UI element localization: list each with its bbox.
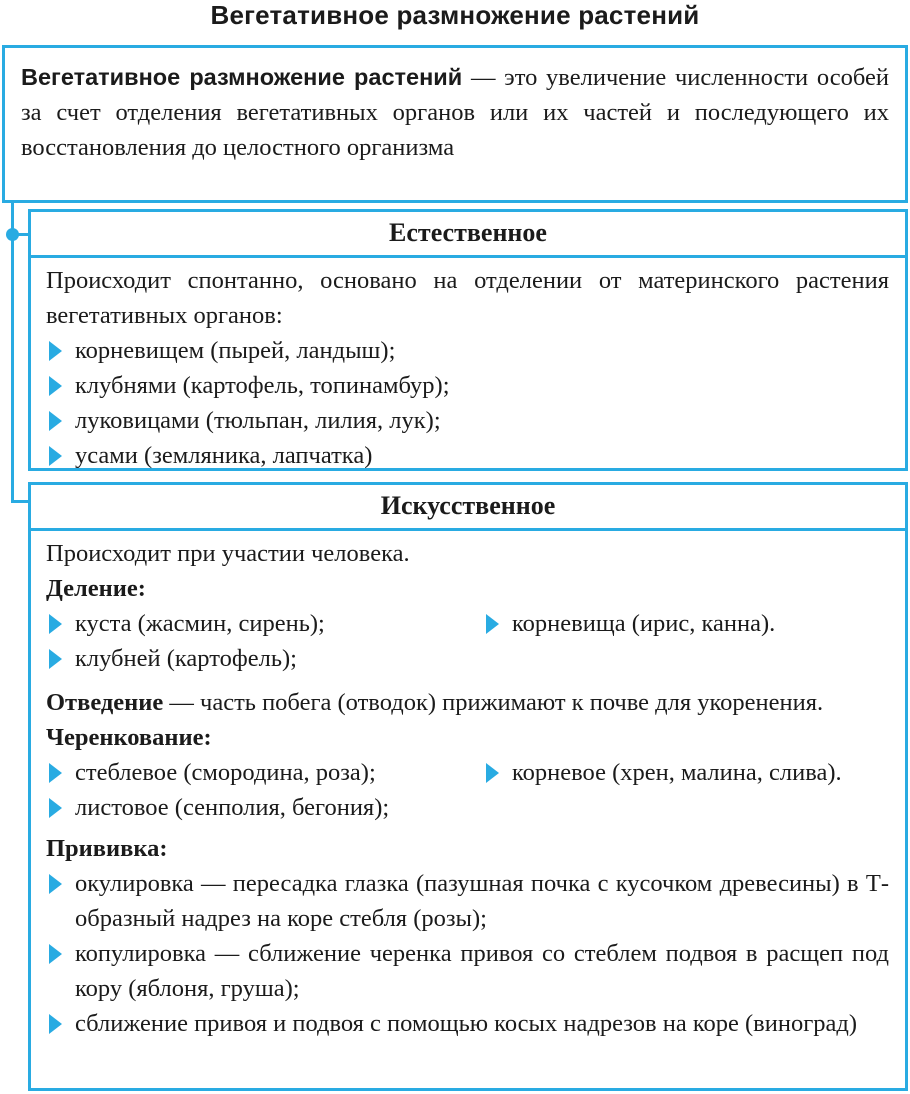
list-item <box>46 403 889 438</box>
bullet-triangle-icon <box>49 411 62 431</box>
definition-text <box>21 60 889 165</box>
list-item-label: корневое (хрен, малина, слива). <box>512 759 842 786</box>
artificial-body <box>31 531 905 1041</box>
bullet-triangle-icon <box>49 376 62 396</box>
grafting-label: Прививка: <box>46 835 168 862</box>
layering-text <box>46 685 889 720</box>
bullet-triangle-icon <box>49 874 62 894</box>
list-item <box>46 1006 889 1041</box>
artificial-box <box>28 482 908 1091</box>
list-item-label: листовое (сенполия, бегония); <box>75 794 390 821</box>
list-item-label: корневища (ирис, канна). <box>512 610 776 637</box>
bullet-triangle-icon <box>49 944 62 964</box>
list-item-label: стеблевое (смородина, роза); <box>75 759 376 786</box>
artificial-intro: Происходит при участии человека. <box>46 540 410 567</box>
connector-vertical-line <box>11 201 14 503</box>
list-item <box>46 936 889 1006</box>
bullet-triangle-icon <box>49 1014 62 1034</box>
list-item <box>46 790 483 825</box>
cutting-list <box>46 755 889 825</box>
list-item-label: корневищем (пырей, ландыш); <box>75 337 396 364</box>
bullet-triangle-icon <box>49 798 62 818</box>
division-list <box>46 606 889 676</box>
empty-cell <box>483 641 889 676</box>
bullet-triangle-icon <box>486 763 499 783</box>
list-item-label: усами (земляника, лапчатка) <box>75 442 373 469</box>
list-item-label: копулировка — сближение черенка привоя со стеблем подвоя в расщеп под кору (яблоня, груша); <box>75 940 889 1002</box>
bullet-triangle-icon <box>49 446 62 466</box>
bullet-triangle-icon <box>49 341 62 361</box>
list-item <box>46 641 483 676</box>
natural-intro: Происходит спонтанно, основано на отделении от материнского растения вегетативных органов: <box>46 267 889 329</box>
list-item <box>46 755 483 790</box>
connector-dot <box>6 228 19 241</box>
list-item <box>46 606 483 641</box>
list-item <box>46 438 889 473</box>
page-title: Вегетативное размножение растений <box>210 0 700 30</box>
bullet-triangle-icon <box>49 649 62 669</box>
list-item <box>483 755 889 825</box>
list-item-label: сближение привоя и подвоя с помощью косых надрезов на коре (виноград) <box>75 1010 858 1037</box>
bullet-triangle-icon <box>49 763 62 783</box>
layering-label: Отведение <box>46 689 164 716</box>
definition-body: — это увеличение численности особей за счет отделения вегетативных органов или их частей и последующего их восстановления до целостного организма <box>21 64 890 161</box>
natural-box <box>28 209 908 471</box>
definition-term: Вегетативное размножение растений <box>21 64 463 90</box>
list-item-label: луковицами (тюльпан, лилия, лук); <box>75 407 441 434</box>
list-item-label: клубнями (картофель, топинамбур); <box>75 372 450 399</box>
natural-header: Естественное <box>31 212 905 258</box>
cutting-label: Черенкование: <box>46 724 212 751</box>
list-item-label: клубней (картофель); <box>75 645 297 672</box>
list-item <box>46 333 889 368</box>
artificial-header: Искусственное <box>31 485 905 531</box>
list-item-label: куста (жасмин, сирень); <box>75 610 325 637</box>
list-item <box>46 866 889 936</box>
layering-body: — часть побега (отводок) прижимают к почве для укоренения. <box>163 689 824 716</box>
natural-body <box>31 258 905 473</box>
definition-box <box>2 45 908 203</box>
bullet-triangle-icon <box>486 614 499 634</box>
list-item-label: окулировка — пересадка глазка (пазушная почка с кусочком древесины) в Т-образный надрез на коре стебля (розы); <box>75 870 889 932</box>
bullet-triangle-icon <box>49 614 62 634</box>
division-label: Деление: <box>46 575 146 602</box>
list-item <box>483 606 889 641</box>
list-item <box>46 368 889 403</box>
